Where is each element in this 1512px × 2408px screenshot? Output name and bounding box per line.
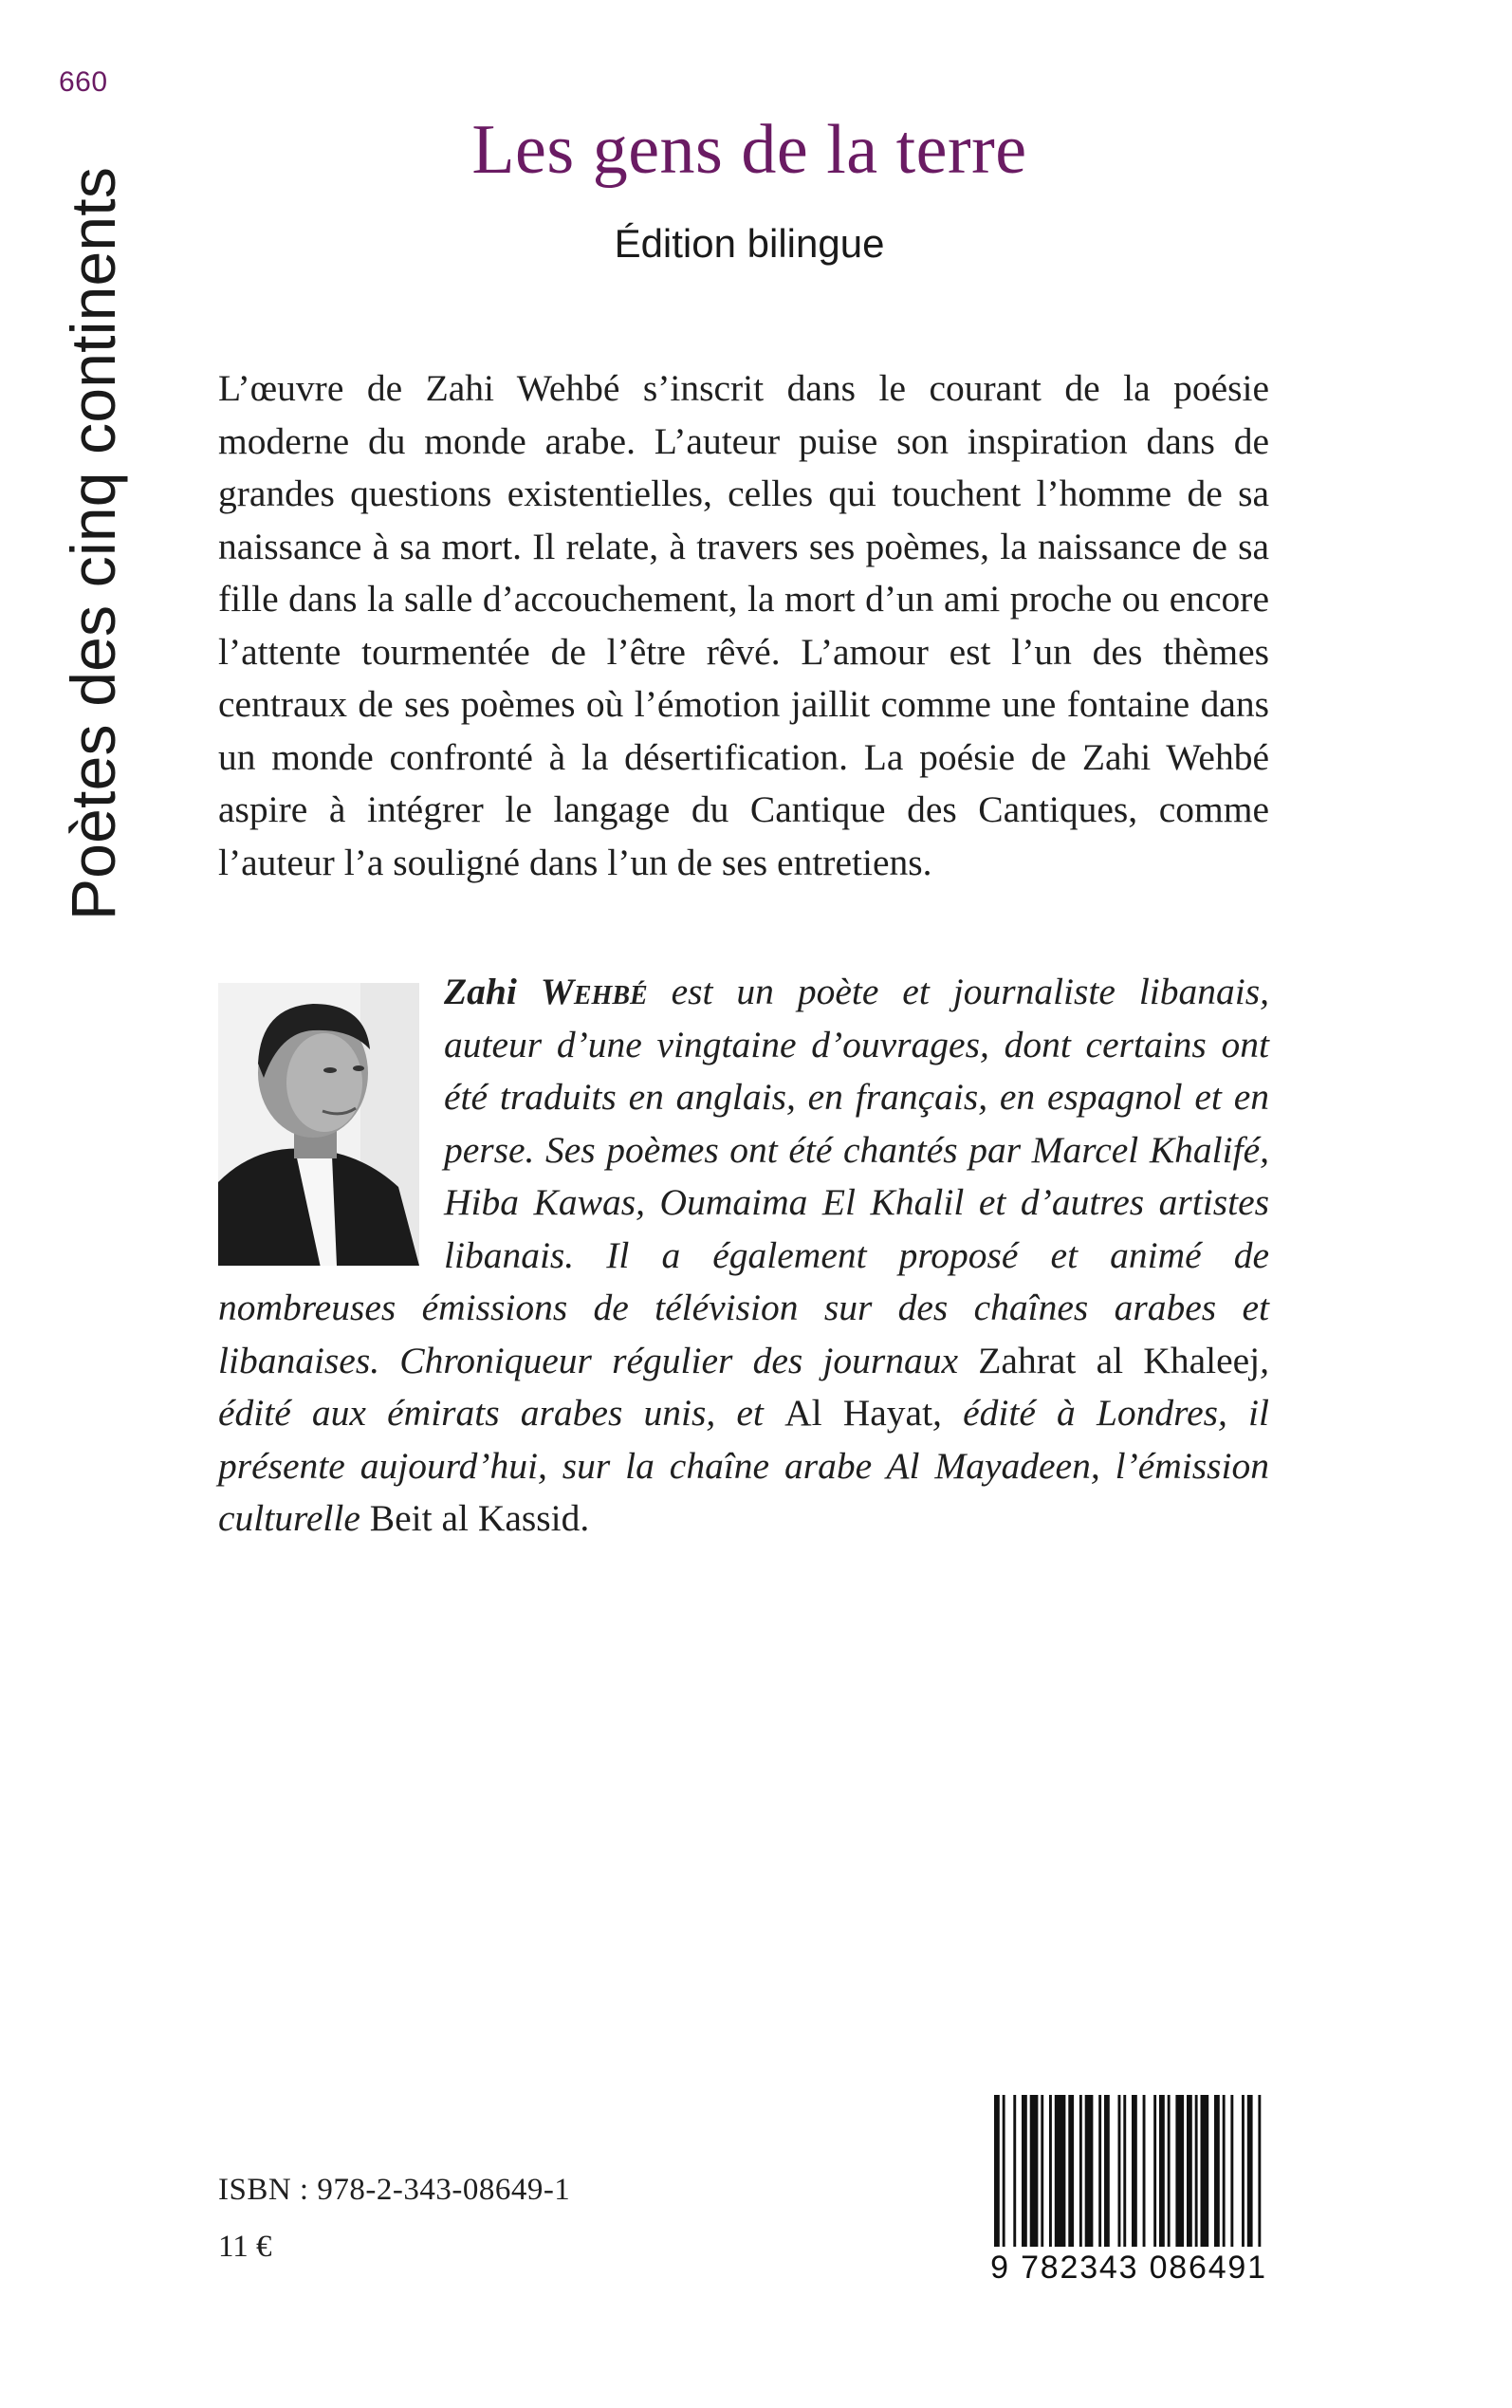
barcode-bar [1030, 2095, 1039, 2247]
barcode-bar [1049, 2095, 1052, 2247]
book-subtitle: Édition bilingue [614, 221, 885, 266]
author-photo [218, 983, 419, 1266]
barcode-bar [1159, 2095, 1165, 2247]
barcode-bars [986, 2095, 1271, 2247]
book-summary: L’œuvre de Zahi Wehbé s’inscrit dans le courant de la poésie moderne du monde arabe. L’auteur puise son inspiration dans de grandes questions existentielles, celles qui touchent l’homme de sa naissance à sa mort. Il relate, à travers ses poèmes, la naissance de sa fille dans la salle d’accouchement, la mort d’un ami proche ou encore l’attente tourmentée de l’être rêvé. L’amour est l’un des thèmes centraux de ses poèmes où l’émotion jaillit comme une fontaine dans un monde confronté à la désertification. La poésie de Zahi Wehbé aspire à intégrer le langage du Cantique des Cantiques, comme l’auteur l’a souligné dans l’un de ses entretiens. [218, 367, 1269, 883]
barcode-bar [1022, 2095, 1027, 2247]
barcode-bar [1175, 2095, 1184, 2247]
barcode-bar [1242, 2095, 1245, 2247]
barcode-bar [1003, 2095, 1005, 2247]
price: 11 € [218, 2230, 272, 2264]
author-bio-block [218, 966, 1269, 1546]
author-portrait-image [218, 983, 419, 1266]
show-beit-al-kassid: Beit al Kassid [369, 1497, 581, 1539]
barcode [986, 2095, 1271, 2294]
barcode-bar [1168, 2095, 1171, 2247]
barcode-bar [1153, 2095, 1156, 2247]
series-number: 660 [59, 66, 108, 98]
author-first-name: Zahi [444, 971, 517, 1012]
bio-text-part2: , édité aux émirats arabes unis, et [218, 1339, 1269, 1434]
bio-text-part1: est un poète et journaliste libanais, auteur d’une vingtaine d’ouvrages, dont certains ont été traduits en anglais, en français, en espagnol et en perse. Ses poèmes ont été chantés par Marcel Khalifé, Hiba Kawas, Oumaima El Khalil et d’autres artistes libanais. Il a également proposé et animé de nombreuses émissions de télévision sur des chaînes arabes et libanaises. Chroniqueur régulier des journaux [218, 971, 1269, 1381]
series-name-vertical: Poètes des cinq continents [58, 166, 128, 920]
barcode-bar [1258, 2095, 1261, 2247]
barcode-bar [1214, 2095, 1220, 2247]
book-title: Les gens de la terre [471, 111, 1027, 189]
barcode-bar [1068, 2095, 1074, 2247]
barcode-bar [1104, 2095, 1110, 2247]
barcode-bar [1079, 2095, 1082, 2247]
barcode-bar [1143, 2095, 1146, 2247]
bio-text-part3: , édité à Londres, il présente aujourd’hui, sur la chaîne arabe Al Mayadeen, l’émission culturelle [218, 1392, 1269, 1539]
barcode-bar [1195, 2095, 1198, 2247]
barcode-bar [1098, 2095, 1101, 2247]
barcode-bar [1013, 2095, 1016, 2247]
barcode-bar [1132, 2095, 1137, 2247]
barcode-bar [1223, 2095, 1226, 2247]
journal-al-hayat: Al Hayat [784, 1392, 933, 1434]
barcode-bar [1201, 2095, 1209, 2247]
barcode-bar [1041, 2095, 1043, 2247]
isbn: ISBN : 978-2-343-08649-1 [218, 2173, 571, 2207]
barcode-bar [1230, 2095, 1233, 2247]
barcode-bar [1123, 2095, 1126, 2247]
barcode-bar [1055, 2095, 1066, 2247]
author-last-name: Wehbé [540, 971, 648, 1012]
barcode-bar [1118, 2095, 1121, 2247]
barcode-bar [1247, 2095, 1253, 2247]
barcode-bar [1085, 2095, 1094, 2247]
barcode-digits: 9 782343 086491 [990, 2250, 1267, 2286]
bio-text-end: . [580, 1497, 590, 1539]
journal-zahrat-al-khaleej: Zahrat al Khaleej [978, 1339, 1261, 1381]
barcode-bar [1187, 2095, 1192, 2247]
barcode-bar [994, 2095, 1000, 2247]
